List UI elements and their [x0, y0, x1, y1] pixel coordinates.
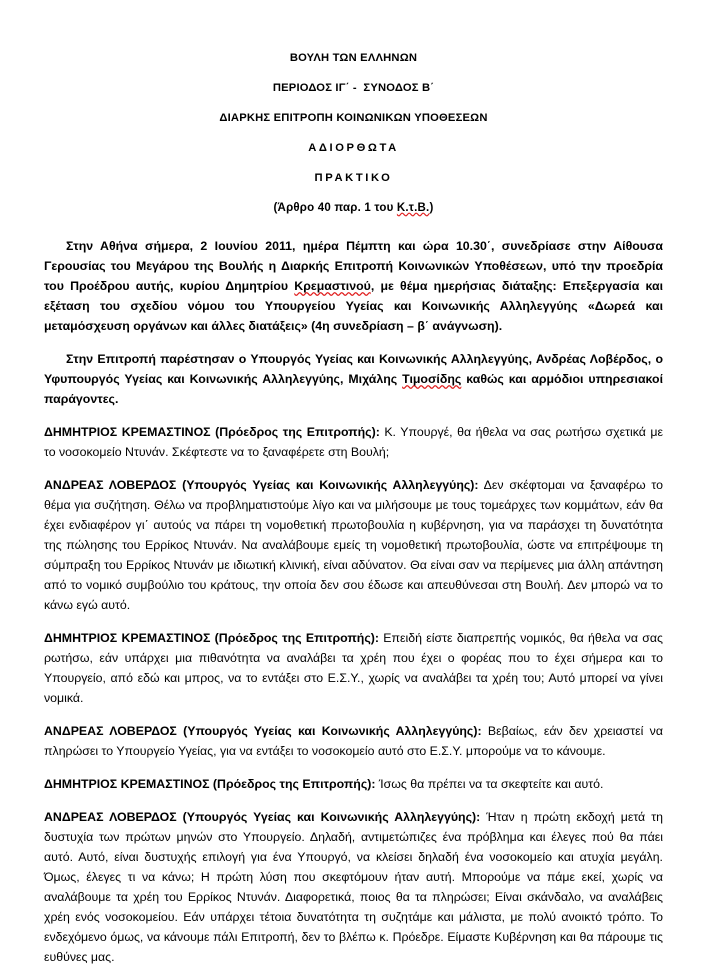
masthead-line-article-ref	[44, 202, 663, 216]
speaker-name: ΔΗΜΗΤΡΙΟΣ ΚΡΕΜΑΣΤΙΝΟΣ (Πρόεδρος της Επιτροπής):	[44, 631, 379, 646]
masthead-line-minutes: ΠΡΑΚΤΙΚΟ	[314, 171, 393, 184]
article-ref-prefix: (Άρθρο 40 παρ. 1 του	[273, 201, 397, 214]
intro-text-part2: , με θέμα ημερήσιας διάταξης: Επεξεργασία και εξέταση του σχεδίου νόμου του Υπουργείου Υγείας και Κοινωνικής Αλληλεγγύης «Δωρεά και μεταμόσχευση οργάνων και άλλες διατάξεις» (4η συνεδρίαση – β΄ ανάγνωση).	[44, 279, 664, 334]
intro-text-part1: Στην Αθήνα σήμερα, 2 Ιουνίου 2011, ημέρα Πέμπτη και ώρα 10.30΄, συνεδρίασε στην Αίθουσα Γερουσίας του Μεγάρου της Βουλής η Διαρκής Επιτροπή Κοινωνικών Υποθέσεων, υπό την προεδρία του Προέδρου αυτής, κυρίου Δημητρίου	[44, 239, 663, 294]
attendance-misspelled-word: Τιμοσίδης	[402, 372, 462, 387]
speech-paragraph	[44, 423, 663, 463]
speaker-name: ΑΝΔΡΕΑΣ ΛΟΒΕΡΔΟΣ (Υπουργός Υγείας και Κοινωνικής Αλληλεγγύης):	[44, 478, 479, 493]
speech-text: Δεν σκέφτομαι να ξαναφέρω το θέμα για συζήτηση. Θέλω να προβληματιστούμε λίγο και να μιλήσουμε με τους τομεάρχες των κομμάτων, εάν θα έχει ενδιαφέρον γι΄ αυτούς να πάρει τη νομοθετική πρωτοβουλία η κυβέρνηση, για να παράσχει τη δυνατότητα της πώλησης του Ερρίκος Ντυνάν. Να αναλάβουμε εμείς τη νομοθετική πρωτοβουλία, ώστε να επιτρέψουμε τη σύμπραξη του Ερρίκος Ντυνάν με ιδιωτική κλινική, είναι αδύνατον. Θα είναι σαν να περίμενες μια άλλη απάντηση από το νομικό συμβούλιο του κράτους, την οποία δεν σου έδωσε και απευθύνεσαι στη Βουλή. Δεν μπορώ να το κάνω εγώ αυτό.	[44, 478, 663, 613]
speech-paragraph	[44, 722, 663, 762]
intro-paragraph	[44, 237, 663, 337]
attendance-text-part2: καθώς και αρμόδιοι υπηρεσιακοί παράγοντες.	[44, 372, 663, 407]
masthead-line-parliament: ΒΟΥΛΗ ΤΩΝ ΕΛΛΗΝΩΝ	[289, 52, 418, 64]
intro-misspelled-word: Κρεμαστινού	[294, 279, 371, 294]
speech-paragraph	[44, 808, 663, 968]
speech-paragraph	[44, 476, 663, 616]
speaker-name: ΔΗΜΗΤΡΙΟΣ ΚΡΕΜΑΣΤΙΝΟΣ (Πρόεδρος της Επιτροπής):	[44, 425, 380, 440]
speech-text: Κ. Υπουργέ, θα ήθελα να σας ρωτήσω σχετικά με το νοσοκομείο Ντυνάν. Σκέφτεστε να το ξαναφέρετε στη Βουλή;	[44, 425, 663, 460]
speaker-name: ΔΗΜΗΤΡΙΟΣ ΚΡΕΜΑΣΤΙΝΟΣ (Πρόεδρος της Επιτροπής):	[44, 777, 376, 792]
article-ref-suffix: )	[429, 201, 434, 214]
speech-text: Επειδή είστε διαπρεπής νομικός, θα ήθελα να σας ρωτήσω, εάν υπάρχει μια πιθανότητα να αναλάβει τα χρέη που έχει ο φορέας που το έχει σήμερα και το Υπουργείο, από εδώ και μπρος, να το εντάξει στο Ε.Σ.Υ., χωρίς να αναλάβει τα χρέη του; Αυτό μπορεί να γίνει νομικά.	[44, 631, 663, 706]
attendance-paragraph	[44, 350, 663, 410]
speech-text: Βεβαίως, εάν δεν χρειαστεί να πληρώσει το Υπουργείο Υγείας, για να εντάξει το νοσοκομείο αυτό στο Ε.Σ.Υ. μπορούμε να το κάνουμε.	[44, 724, 663, 759]
speaker-name: ΑΝΔΡΕΑΣ ΛΟΒΕΡΔΟΣ (Υπουργός Υγείας και Κοινωνικής Αλληλεγγύης):	[44, 810, 481, 825]
article-ref-misspelled-word: Κ.τ.Β.	[396, 201, 430, 214]
speech-paragraph	[44, 629, 663, 709]
masthead-line-uncorrected: ΑΔΙΟΡΘΩΤΑ	[308, 141, 399, 154]
speech-text: Ίσως θα πρέπει να τα σκεφτείτε και αυτό.	[375, 777, 604, 792]
speaker-name: ΑΝΔΡΕΑΣ ΛΟΒΕΡΔΟΣ (Υπουργός Υγείας και Κοινωνικής Αλληλεγγύης):	[44, 724, 482, 739]
speech-text: Ήταν η πρώτη εκδοχή μετά τη δυστυχία των πρώτων μηνών στο Υπουργείο. Δηλαδή, αντιμετώπιζες ένα πρόβλημα και έλεγες πού θα πάει αυτό. Αυτό, είναι δυστυχής επιλογή για ένα Υπουργό, να κλείσει δηλαδή ένα νοσοκομείο και ατυχία μεγάλη. Όμως, έλεγες τι να κάνω; Η πρώτη λύση που σκεφτόμουν ήταν αυτή. Μπορούμε να πάμε εκεί, χωρίς να αναλάβουμε τα χρέη του Ερρίκος Ντυνάν. Διαφορετικά, ποιος θα τα πληρώσει; Είναι σκάνδαλο, να αναλάβεις χρέη ενός νοσοκομείου. Εάν υπάρχει τέτοια δυνατότητα τη συζητάμε και μάλιστα, με πολύ ανοικτό τρόπο. Το ενδεχόμενο όμως, να κάνουμε πάλι Επιτροπή, δεν το βλέπω κ. Πρόεδρε. Είμαστε Κυβέρνηση και θα πάρουμε τις ευθύνες μας.	[44, 810, 663, 964]
document-masthead	[44, 52, 663, 215]
attendance-text-part1: Στην Επιτροπή παρέστησαν ο Υπουργός Υγείας και Κοινωνικής Αλληλεγγύης, Ανδρέας Λοβέρδος, ο Υφυπουργός Υγείας και Κοινωνικής Αλληλεγγύης, Μιχάλης	[44, 352, 663, 387]
masthead-line-period-session: ΠΕΡΙΟΔΟΣ ΙΓ΄ - ΣΥΝΟΔΟΣ Β΄	[272, 81, 435, 94]
speech-paragraph	[44, 775, 663, 795]
masthead-line-committee: ΔΙΑΡΚΗΣ ΕΠΙΤΡΟΠΗ ΚΟΙΝΩΝΙΚΩΝ ΥΠΟΘΕΣΕΩΝ	[219, 111, 488, 124]
